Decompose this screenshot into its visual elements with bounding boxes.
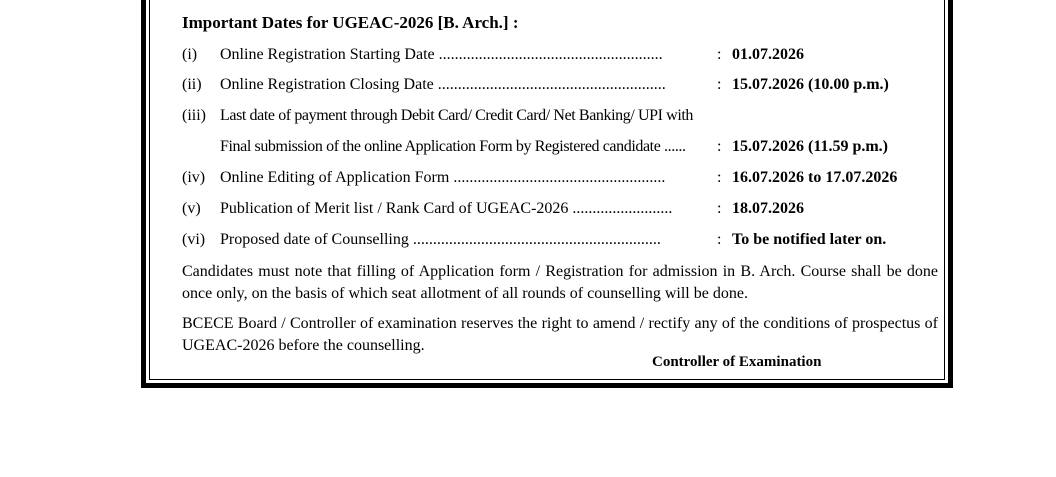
date-item-number: (ii) — [182, 76, 202, 93]
date-item-number: (vi) — [182, 231, 206, 248]
date-item-number: (iii) — [182, 107, 206, 124]
date-item-colon: : — [717, 169, 722, 186]
date-item-colon: : — [717, 200, 722, 217]
date-item-label: Online Editing of Application Form ..................................................... — [220, 169, 666, 186]
date-item-number: (v) — [182, 200, 201, 217]
notice-title: Important Dates for UGEAC-2026 [B. Arch.] : — [182, 13, 519, 32]
date-item-value: 15.07.2026 (10.00 p.m.) — [732, 76, 889, 93]
date-item-label: Final submission of the online Application Form by Registered candidate ...... — [220, 138, 686, 155]
date-item-colon: : — [717, 76, 722, 93]
date-item-value: 15.07.2026 (11.59 p.m.) — [732, 138, 888, 155]
date-item-label: Last date of payment through Debit Card/ Credit Card/ Net Banking/ UPI with — [220, 107, 694, 124]
note-paragraph-1: Candidates must note that filling of Application form / Registration for admission in B. Arch. Course shall be done once only, on the basis of which seat allotment of all rounds of counselling will be done. — [182, 263, 938, 302]
date-item-colon: : — [717, 46, 722, 63]
date-item-label: Publication of Merit list / Rank Card of UGEAC-2026 ......................... — [220, 200, 673, 217]
date-item-colon: : — [717, 138, 722, 155]
date-item-label: Proposed date of Counselling .............................................................. — [220, 231, 661, 248]
date-item-value: 18.07.2026 — [732, 200, 804, 217]
date-item-colon: : — [717, 231, 722, 248]
date-item-number: (i) — [182, 46, 198, 63]
date-item-value: 01.07.2026 — [732, 46, 804, 63]
date-item-number: (iv) — [182, 169, 206, 186]
date-item-label: Online Registration Starting Date ........................................................ — [220, 46, 663, 63]
date-item-label: Online Registration Closing Date ......................................................... — [220, 76, 666, 93]
date-item-value: To be notified later on. — [732, 231, 887, 248]
note-paragraph-2: BCECE Board / Controller of examination reserves the right to amend / rectify any of the conditions of prospectus of UGEAC-2026 before the counselling. — [182, 315, 938, 354]
date-item-value: 16.07.2026 to 17.07.2026 — [732, 169, 898, 186]
signoff-controller: Controller of Examination — [652, 354, 822, 370]
